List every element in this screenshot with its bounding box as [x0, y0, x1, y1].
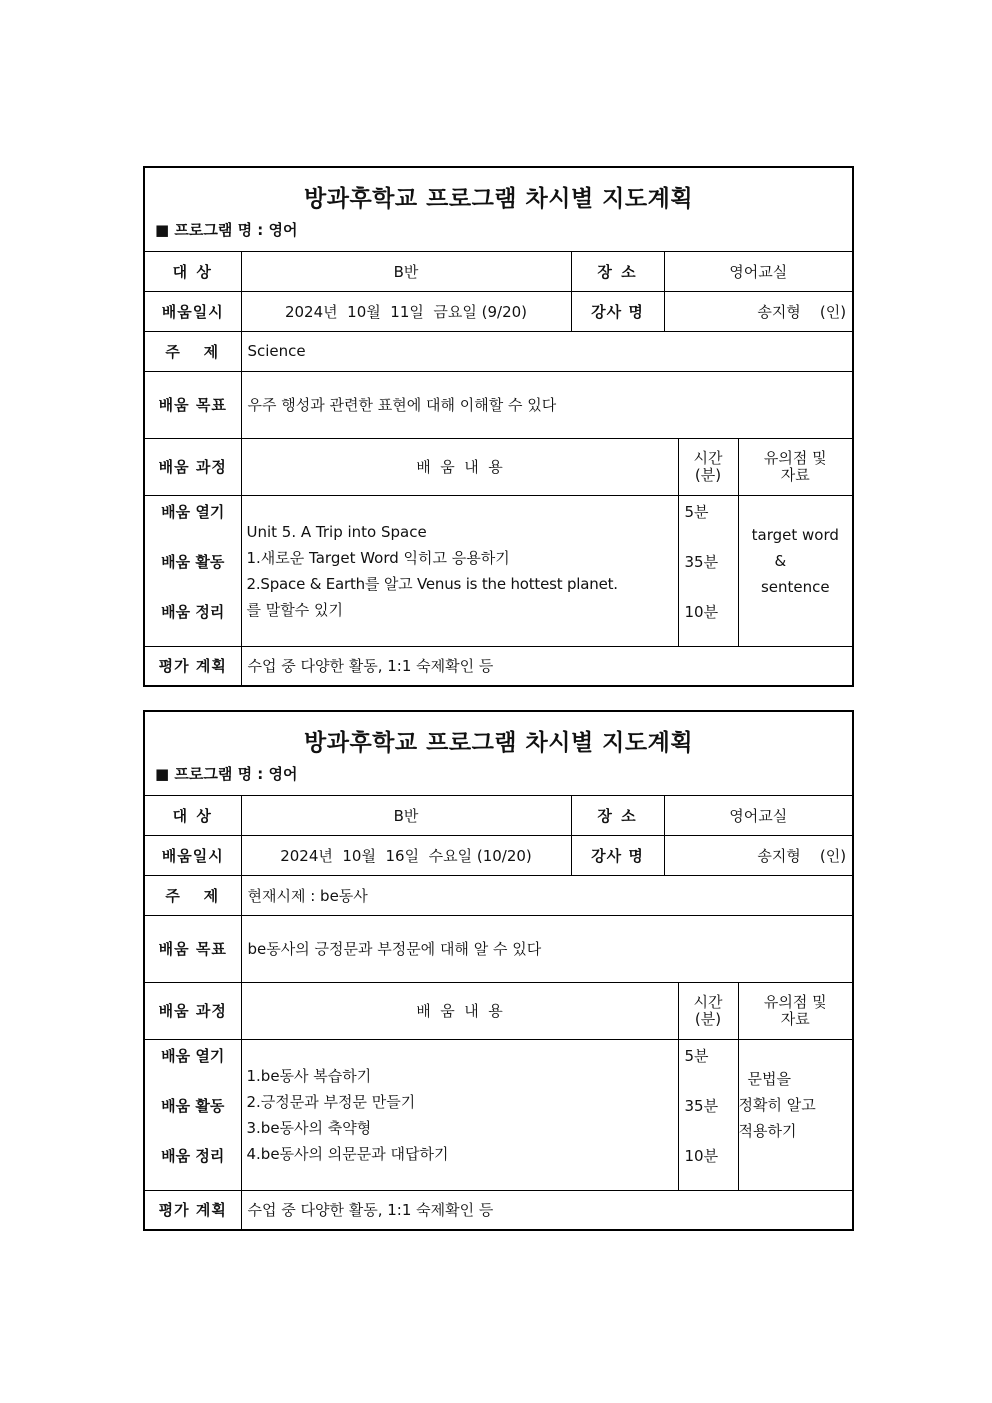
date-value: 2024년 10월 16일 수요일 (10/20)	[241, 835, 571, 875]
topic-label: 주 제	[144, 331, 241, 371]
goal-label: 배움 목표	[144, 371, 241, 438]
time-closing: 10분	[684, 1146, 719, 1165]
plan-title: 방과후학교 프로그램 차시별 지도계획	[304, 186, 694, 213]
content-line-2: 2.긍정문과 부정문 만들기	[246, 1092, 416, 1111]
date-label: 배움일시	[144, 835, 241, 875]
content-line-3: 3.be동사의 축약형	[246, 1118, 372, 1137]
eval-value: 수업 중 다양한 활동, 1:1 숙제확인 등	[241, 1190, 853, 1230]
process-label: 배움 과정	[144, 438, 241, 495]
goal-value: be동사의 긍정문과 부정문에 대해 알 수 있다	[241, 915, 853, 982]
process-label: 배움 과정	[144, 982, 241, 1039]
header-cell	[144, 711, 853, 795]
content-line-2: 1.새로운 Target Word 익히고 응용하기	[246, 548, 510, 567]
note-header	[738, 982, 853, 1039]
phase-activity: 배움 활동	[161, 552, 225, 571]
content-line-1: 1.be동사 복습하기	[246, 1066, 372, 1085]
phase-cell	[144, 495, 241, 646]
goal-label: 배움 목표	[144, 915, 241, 982]
time-closing: 10분	[684, 602, 719, 621]
teacher-label: 강사 명	[571, 291, 664, 331]
time-opening: 5분	[684, 502, 709, 521]
time-header-line2: (분)	[694, 465, 722, 484]
note-cell	[738, 495, 853, 646]
goal-value: 우주 행성과 관련한 표현에 대해 이해할 수 있다	[241, 371, 853, 438]
header-cell	[144, 167, 853, 251]
time-cell	[678, 495, 738, 646]
note-header-line2: 자료	[780, 1009, 810, 1028]
topic-label: 주 제	[144, 875, 241, 915]
content-line-1: Unit 5. A Trip into Space	[246, 522, 427, 541]
program-name: ■ 프로그램 명 : 영어	[155, 765, 298, 784]
note-header-line1: 유의점 및	[763, 992, 827, 1011]
place-value: 영어교실	[664, 251, 853, 291]
note-line-2: 정확히 알고	[738, 1095, 816, 1114]
time-opening: 5분	[684, 1046, 709, 1065]
note-line-1: target word	[751, 525, 839, 544]
content-line-4: 를 말할수 있기	[246, 600, 343, 619]
phase-cell	[144, 1039, 241, 1190]
phase-opening: 배움 열기	[161, 1046, 225, 1065]
content-cell	[241, 495, 678, 646]
content-cell	[241, 1039, 678, 1190]
time-header-line2: (분)	[694, 1009, 722, 1028]
plan-title: 방과후학교 프로그램 차시별 지도계획	[304, 730, 694, 757]
note-line-3: 적용하기	[738, 1121, 797, 1140]
teacher-value: 송지형 (인)	[664, 291, 853, 331]
note-header	[738, 438, 853, 495]
date-label: 배움일시	[144, 291, 241, 331]
eval-label: 평가 계획	[144, 646, 241, 686]
time-header-line1: 시간	[693, 448, 723, 467]
note-line-1: 문법을	[747, 1069, 791, 1088]
time-cell	[678, 1039, 738, 1190]
time-activity: 35분	[684, 552, 719, 571]
phase-opening: 배움 열기	[161, 502, 225, 521]
teacher-value: 송지형 (인)	[664, 835, 853, 875]
place-value: 영어교실	[664, 795, 853, 835]
note-header-line1: 유의점 및	[763, 448, 827, 467]
target-value: B반	[241, 251, 571, 291]
lesson-plan-2	[143, 710, 854, 1231]
lesson-plan-1	[143, 166, 854, 687]
program-name: ■ 프로그램 명 : 영어	[155, 221, 298, 240]
phase-closing: 배움 정리	[161, 1146, 225, 1165]
time-header-line1: 시간	[693, 992, 723, 1011]
content-line-4: 4.be동사의 의문문과 대답하기	[246, 1144, 449, 1163]
note-cell	[738, 1039, 853, 1190]
phase-closing: 배움 정리	[161, 602, 225, 621]
time-header	[678, 982, 738, 1039]
place-label: 장 소	[571, 795, 664, 835]
target-value: B반	[241, 795, 571, 835]
content-header: 배 움 내 용	[241, 982, 678, 1039]
time-header	[678, 438, 738, 495]
teacher-label: 강사 명	[571, 835, 664, 875]
topic-value: Science	[241, 331, 853, 371]
content-line-3: 2.Space & Earth를 알고 Venus is the hottest planet.	[246, 574, 618, 593]
target-label: 대 상	[144, 251, 241, 291]
eval-value: 수업 중 다양한 활동, 1:1 숙제확인 등	[241, 646, 853, 686]
place-label: 장 소	[571, 251, 664, 291]
topic-value: 현재시제 : be동사	[241, 875, 853, 915]
time-activity: 35분	[684, 1096, 719, 1115]
note-header-line2: 자료	[780, 465, 810, 484]
phase-activity: 배움 활동	[161, 1096, 225, 1115]
note-line-3: sentence	[760, 577, 830, 596]
note-line-2: &	[774, 551, 787, 570]
content-header: 배 움 내 용	[241, 438, 678, 495]
target-label: 대 상	[144, 795, 241, 835]
eval-label: 평가 계획	[144, 1190, 241, 1230]
date-value: 2024년 10월 11일 금요일 (9/20)	[241, 291, 571, 331]
